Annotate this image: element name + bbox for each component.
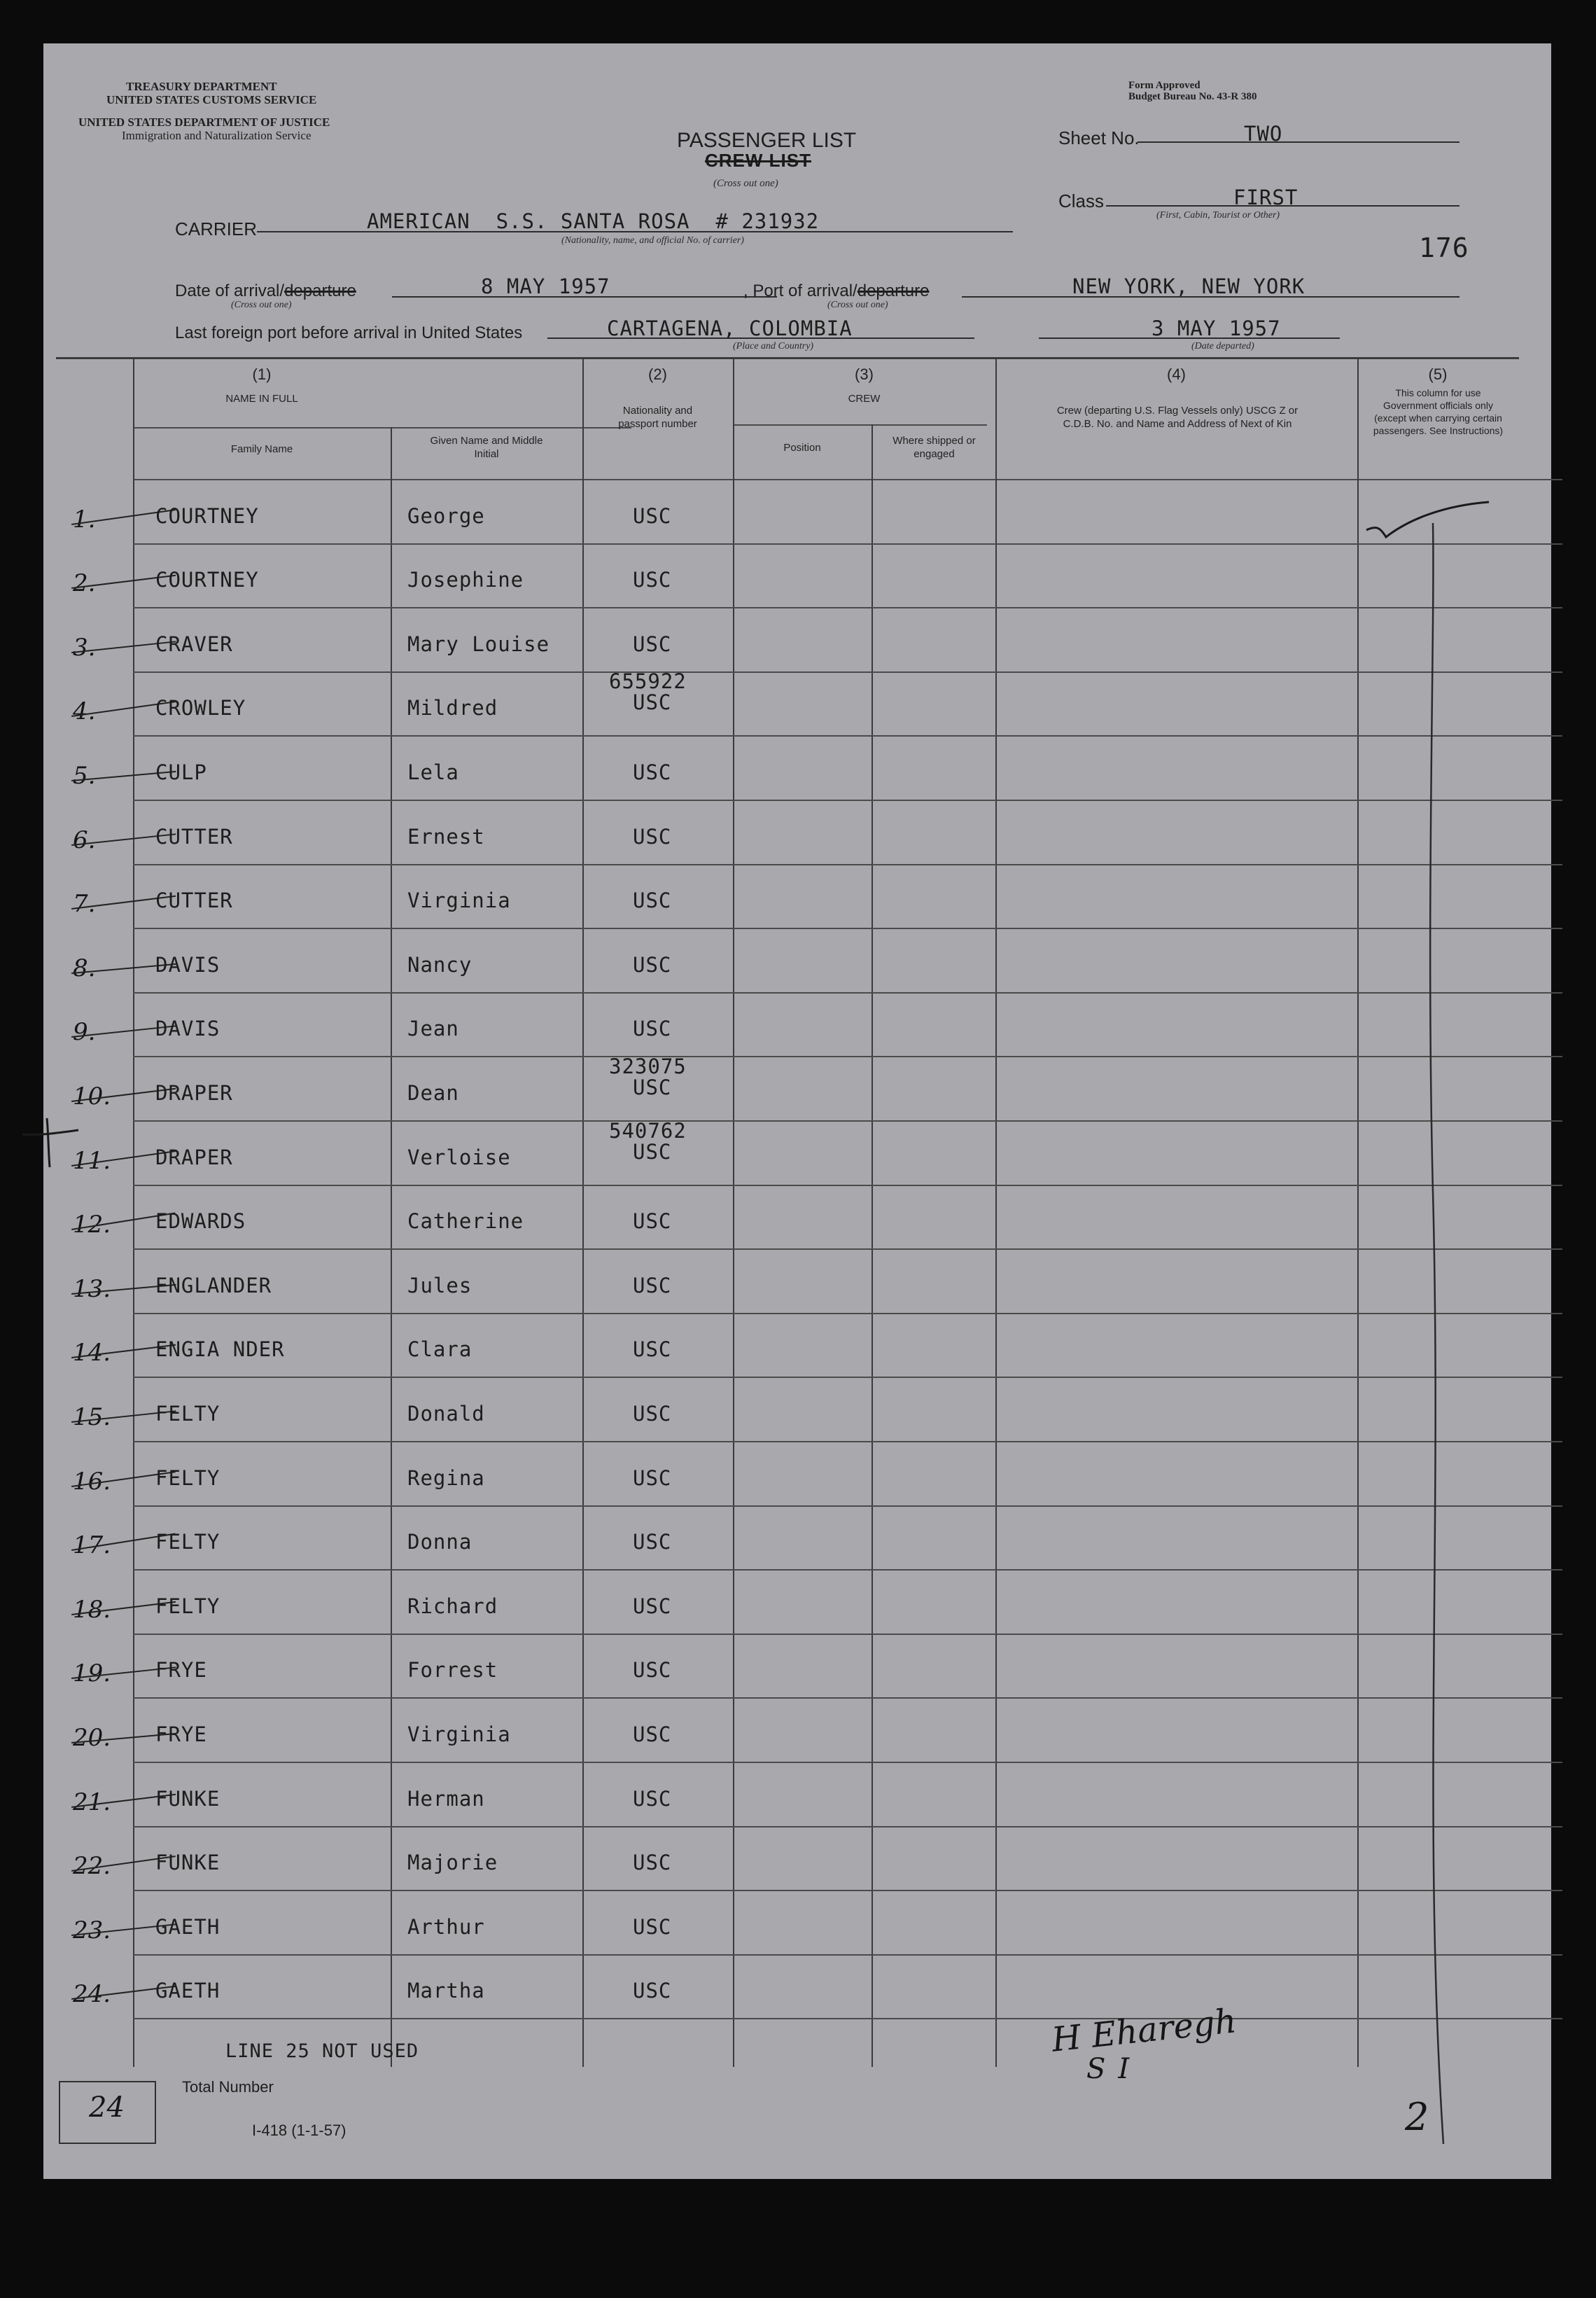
nationality: USC	[633, 1658, 672, 1683]
nationality: USC	[633, 1914, 672, 1939]
given-name: Lela	[407, 760, 459, 784]
row-number: 23.	[73, 1916, 111, 1944]
family-name: DAVIS	[155, 952, 220, 977]
family-name: GAETH	[155, 1979, 220, 2003]
class-value: FIRST	[1233, 186, 1298, 209]
cross-out-hint: (Cross out one)	[713, 178, 778, 189]
given-name: Mildred	[407, 696, 498, 720]
col4-title: Crew (departing U.S. Flag Vessels only) USCG Z or C.D.B. No. and Name and Address of Next of Kin	[1056, 405, 1298, 430]
nationality: USC	[633, 1209, 672, 1234]
col5-number: (5)	[1428, 365, 1448, 383]
nationality: USC	[633, 824, 672, 849]
nationality: USC	[633, 1465, 672, 1490]
family-name: ENGIA NDER	[155, 1337, 285, 1362]
family-name: DRAPER	[155, 1145, 233, 1169]
nationality: USC	[633, 1075, 672, 1099]
given-name: Martha	[407, 1979, 485, 2003]
row-number: 5.	[73, 762, 96, 790]
family-name: FELTY	[155, 1530, 220, 1554]
row-number: 24.	[73, 1980, 111, 2009]
cross-out-hint-1: (Cross out one)	[231, 300, 292, 310]
last-port-label: Last foreign port before arrival in United States	[175, 323, 523, 342]
col2-number: (2)	[648, 365, 667, 383]
family-name: CUTTER	[155, 889, 233, 913]
given-name: Nancy	[407, 952, 472, 977]
row-number: 4.	[73, 697, 96, 726]
given-name: Forrest	[407, 1658, 498, 1683]
family-name: DRAPER	[155, 1081, 233, 1105]
row-number: 17.	[73, 1531, 111, 1560]
given-name: Jean	[407, 1017, 459, 1041]
date-departed-value: 3 MAY 1957	[1152, 316, 1281, 340]
row-number: 3.	[73, 633, 96, 662]
row-number: 14.	[73, 1339, 111, 1367]
nationality: USC	[633, 1017, 672, 1041]
nationality: USC	[633, 690, 672, 715]
col5-title: This column for use Government officials only (except when carrying certain passengers. See Instructions)	[1373, 387, 1504, 436]
given-name: Dean	[407, 1081, 459, 1105]
arrival-port-value: NEW YORK, NEW YORK	[1072, 274, 1306, 298]
given-name: Majorie	[407, 1851, 498, 1875]
given-name: Mary Louise	[407, 632, 550, 656]
row-number: 7.	[73, 890, 96, 919]
family-name: COURTNEY	[155, 568, 259, 592]
row-number: 22.	[73, 1852, 111, 1881]
total-value: 24	[89, 2091, 125, 2124]
form-approved: Form Approved	[1128, 80, 1200, 91]
family-name: FELTY	[155, 1594, 220, 1618]
family-name: CRAVER	[155, 632, 233, 656]
col2-title: Nationality and passport number	[618, 405, 697, 430]
given-name: Catherine	[407, 1209, 524, 1234]
given-name: Herman	[407, 1786, 485, 1811]
class-label: Class	[1058, 190, 1105, 211]
family-name: FRYE	[155, 1722, 207, 1746]
signature: H Eharegh	[1049, 2001, 1238, 2060]
row-number: 13.	[73, 1274, 111, 1303]
agency-line-4: Immigration and Naturalization Service	[122, 129, 312, 142]
nationality: USC	[633, 1851, 672, 1875]
col1-title: NAME IN FULL	[225, 393, 298, 405]
document-page	[43, 43, 1551, 2179]
family-name: FUNKE	[155, 1786, 220, 1811]
family-name: FRYE	[155, 1658, 207, 1683]
given-name: Regina	[407, 1465, 485, 1490]
family-name: FELTY	[155, 1402, 220, 1426]
carrier-hint: (Nationality, name, and official No. of carrier)	[561, 235, 744, 246]
arrival-date-label: Date of arrival/departure	[175, 281, 356, 300]
given-name: Virginia	[407, 1722, 511, 1746]
family-name: EDWARDS	[155, 1209, 246, 1234]
nationality: USC	[633, 503, 672, 528]
row-number: 6.	[73, 826, 96, 854]
given-name: Richard	[407, 1594, 498, 1618]
family-name: FELTY	[155, 1465, 220, 1490]
sheet-label: Sheet No.	[1058, 127, 1140, 148]
class-hint: (First, Cabin, Tourist or Other)	[1156, 210, 1280, 221]
last-port-hint: (Place and Country)	[733, 341, 814, 351]
check-mark-icon	[1359, 492, 1520, 2228]
row-number: 15.	[73, 1403, 111, 1431]
agency-line-1: TREASURY DEPARTMENT	[126, 80, 277, 93]
arrival-port-label: , Port of arrival/departure	[743, 281, 930, 300]
col3-title: CREW	[848, 393, 881, 405]
nationality: USC	[633, 1594, 672, 1618]
col4-number: (4)	[1167, 365, 1186, 383]
corner-mark: 2	[1405, 2095, 1429, 2139]
col3b-where-shipped: Where shipped or engaged	[892, 435, 976, 460]
nationality: USC	[633, 1139, 672, 1164]
col1b-given-name: Given Name and Middle Initial	[430, 435, 543, 460]
row-number: 18.	[73, 1595, 111, 1624]
given-name: George	[407, 503, 485, 528]
struck-departure: departure	[284, 281, 356, 300]
total-label: Total Number	[182, 2078, 274, 2096]
family-name: GAETH	[155, 1914, 220, 1939]
given-name: Donna	[407, 1530, 472, 1554]
agency-line-3: UNITED STATES DEPARTMENT OF JUSTICE	[78, 116, 330, 129]
passport-number: 323075	[609, 1054, 687, 1078]
col3-number: (3)	[855, 365, 874, 383]
family-name: ENGLANDER	[155, 1273, 272, 1297]
nationality: USC	[633, 1337, 672, 1362]
page-number: 176	[1419, 232, 1469, 263]
given-name: Arthur	[407, 1914, 485, 1939]
given-name: Donald	[407, 1402, 485, 1426]
given-name: Josephine	[407, 568, 524, 592]
carrier-value: AMERICAN S.S. SANTA ROSA # 231932	[367, 209, 820, 233]
given-name: Clara	[407, 1337, 472, 1362]
given-name: Virginia	[407, 889, 511, 913]
nationality: USC	[633, 1402, 672, 1426]
given-name: Ernest	[407, 824, 485, 849]
family-name: CUTTER	[155, 824, 233, 849]
given-name: Verloise	[407, 1145, 511, 1169]
nationality: USC	[633, 952, 672, 977]
row-number: 2.	[73, 569, 96, 598]
nationality: USC	[633, 568, 672, 592]
struck-crew-list: CREW LIST	[705, 150, 811, 171]
row-number: 11.	[73, 1146, 111, 1175]
nationality: USC	[633, 760, 672, 784]
row-number: 1.	[73, 505, 96, 534]
family-name: COURTNEY	[155, 503, 259, 528]
form-number: I-418 (1-1-57)	[252, 2122, 346, 2139]
list-title: PASSENGER LIST	[677, 129, 857, 152]
arrival-date-value: 8 MAY 1957	[481, 274, 610, 298]
signature-initials: SI	[1086, 2053, 1142, 2085]
family-name: CULP	[155, 760, 207, 784]
row-number: 8.	[73, 954, 96, 982]
passport-number: 655922	[609, 669, 687, 694]
line25-note: LINE 25 NOT USED	[225, 2040, 419, 2062]
col1a-family-name: Family Name	[230, 443, 293, 455]
last-port-value: CARTAGENA, COLOMBIA	[607, 316, 853, 340]
carrier-label: CARRIER	[175, 218, 258, 239]
row-number: 9.	[73, 1018, 96, 1047]
row-number: 10.	[73, 1082, 111, 1110]
row-number: 20.	[73, 1724, 111, 1752]
nationality: USC	[633, 1786, 672, 1811]
row-number: 21.	[73, 1788, 111, 1816]
sheet-value: TWO	[1244, 122, 1283, 146]
given-name: Jules	[407, 1273, 472, 1297]
passport-number: 540762	[609, 1118, 687, 1143]
struck-departure-2: departure	[857, 281, 930, 300]
budget-bureau: Budget Bureau No. 43-R 380	[1128, 91, 1257, 102]
row-number: 12.	[73, 1211, 111, 1239]
agency-line-2: UNITED STATES CUSTOMS SERVICE	[106, 93, 317, 106]
row-number: 16.	[73, 1467, 111, 1496]
nationality: USC	[633, 1979, 672, 2003]
cross-out-hint-2: (Cross out one)	[827, 300, 888, 310]
date-departed-hint: (Date departed)	[1191, 341, 1254, 351]
family-name: CROWLEY	[155, 696, 246, 720]
nationality: USC	[633, 1722, 672, 1746]
col1-number: (1)	[252, 365, 272, 383]
nationality: USC	[633, 632, 672, 656]
family-name: DAVIS	[155, 1017, 220, 1041]
nationality: USC	[633, 889, 672, 913]
nationality: USC	[633, 1530, 672, 1554]
nationality: USC	[633, 1273, 672, 1297]
col3a-position: Position	[783, 442, 821, 454]
family-name: FUNKE	[155, 1851, 220, 1875]
row-number: 19.	[73, 1659, 111, 1688]
cross-mark-icon	[19, 1115, 82, 1171]
